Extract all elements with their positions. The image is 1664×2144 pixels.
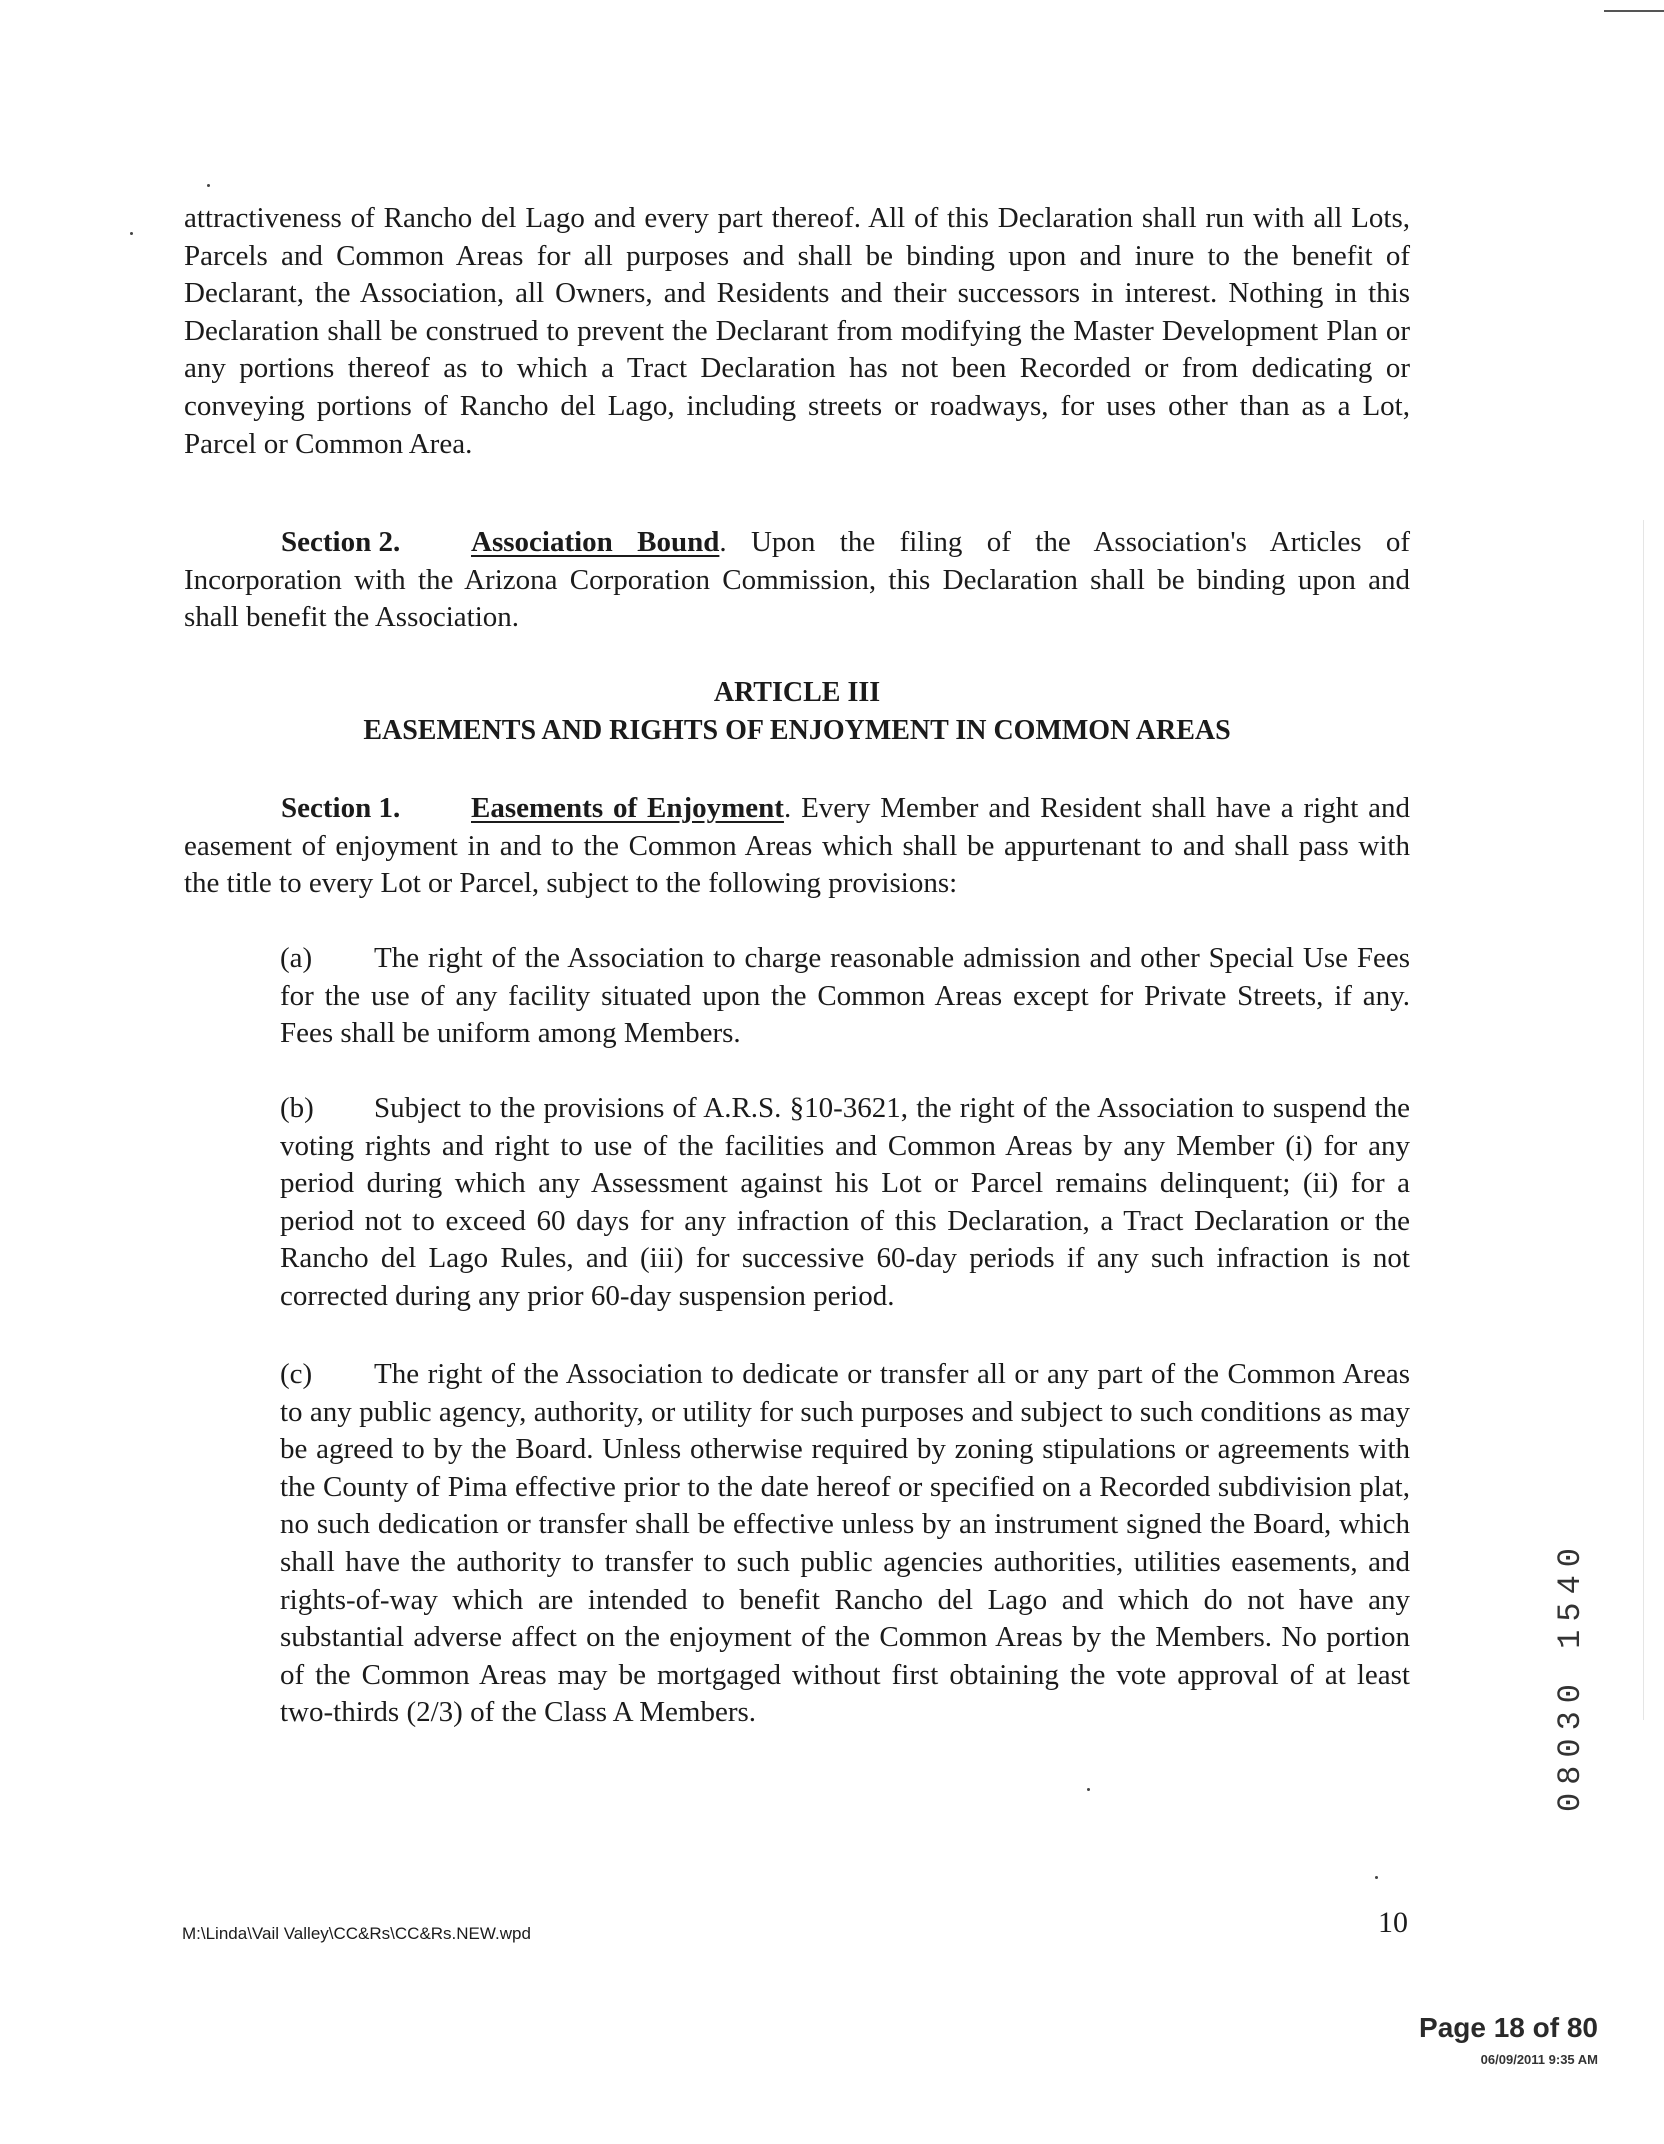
scan-edge-shadow [1643,520,1644,1720]
provision-letter: (c) [280,1358,313,1390]
section-1-label: Section 1. [281,792,401,824]
section-1-paragraph [184,790,1410,903]
section-2-text: . Upon the filing of the Association's Articles of Incorporation with the Arizona Corporation Commission, this Declaration shall be binding upon and shall benefit the Association. [184,526,1410,634]
scan-edge-line [1604,10,1664,12]
provision-text: Subject to the provisions of A.R.S. §10-3621, the right of the Association to suspend the voting rights and right to use of the facilities and Common Areas by any Member (i) for any period during which any Assessment against his Lot or Parcel remains delinquent; (ii) for a period not to exceed 60 days for any infraction of this Declaration, a Tract Declaration or the Rancho del Lago Rules, and (iii) for successive 60-day periods if any such infraction is not corrected during any prior 60-day suspension period. [280,1092,1410,1312]
section-2-label: Section 2. [281,526,401,558]
page-stamp-date: 06/09/2011 9:35 AM [1480,2052,1598,2067]
section-2-paragraph [184,524,1410,637]
page-stamp: Page 18 of 80 [1419,2012,1598,2043]
provision-letter: (b) [280,1092,314,1124]
page-number: 10 [1378,1906,1408,1939]
recording-side-number: 08030 1540 [1552,1540,1589,1813]
provision-text: The right of the Association to charge reasonable admission and other Special Use Fees for the use of any facility situated upon the Common Areas except for Private Streets, if any. Fees shall be uniform among Members. [280,942,1410,1050]
section-1-text: . Every Member and Resident shall have a right and easement of enjoyment in and to the Common Areas which shall be appurtenant to and shall pass with the title to every Lot or Parcel, subject to the following provisions: [184,792,1411,900]
scan-speck [1087,1788,1090,1791]
provision-a-block [280,940,1410,1053]
scan-speck [1375,1876,1378,1879]
provision-letter: (a) [280,942,313,974]
footer-file-path: M:\Linda\Vail Valley\CC&Rs\CC&Rs.NEW.wpd [182,1924,531,1943]
provision-b-block [280,1090,1410,1316]
article-title: EASEMENTS AND RIGHTS OF ENJOYMENT IN COMMON AREAS [363,715,1231,746]
provision-text: The right of the Association to dedicate or transfer all or any part of the Common Areas to any public agency, authority, or utility for such purposes and subject to such conditions as may be agreed to by the Board. Unless otherwise required by zoning stipulations or agreements with the County of Pima effective prior to the date hereof or specified on a Recorded subdivision plat, no such dedication or transfer shall be effective unless by an instrument signed the Board, which shall have the authority to transfer to such public agencies authorities, utilities easements, and rights-of-way which are intended to benefit Rancho del Lago and which do not have any substantial adverse affect on the enjoyment of the Common Areas by the Members. No portion of the Common Areas may be mortgaged without first obtaining the vote approval of at least two-thirds (2/3) of the Class A Members. [280,1358,1410,1729]
scan-speck [207,184,210,187]
scan-speck [130,232,133,235]
provision-c-block [280,1356,1410,1732]
section-1-title: Easements of Enjoyment [471,792,784,824]
section-2-title: Association Bound [471,526,720,558]
opening-paragraph: attractiveness of Rancho del Lago and every part thereof. All of this Declaration shall run with all Lots, Parcels and Common Areas for all purposes and shall be binding upon and inure to the benefit of Declarant, the Association, all Owners, and Residents and their successors in interest. Nothing in this Declaration shall be construed to prevent the Declarant from modifying the Master Development Plan or any portions thereof as to which a Tract Declaration has not been Recorded or from dedicating or conveying portions of Rancho del Lago, including streets or roadways, for uses other than as a Lot, Parcel or Common Area. [184,202,1410,460]
article-number: ARTICLE III [713,677,881,708]
